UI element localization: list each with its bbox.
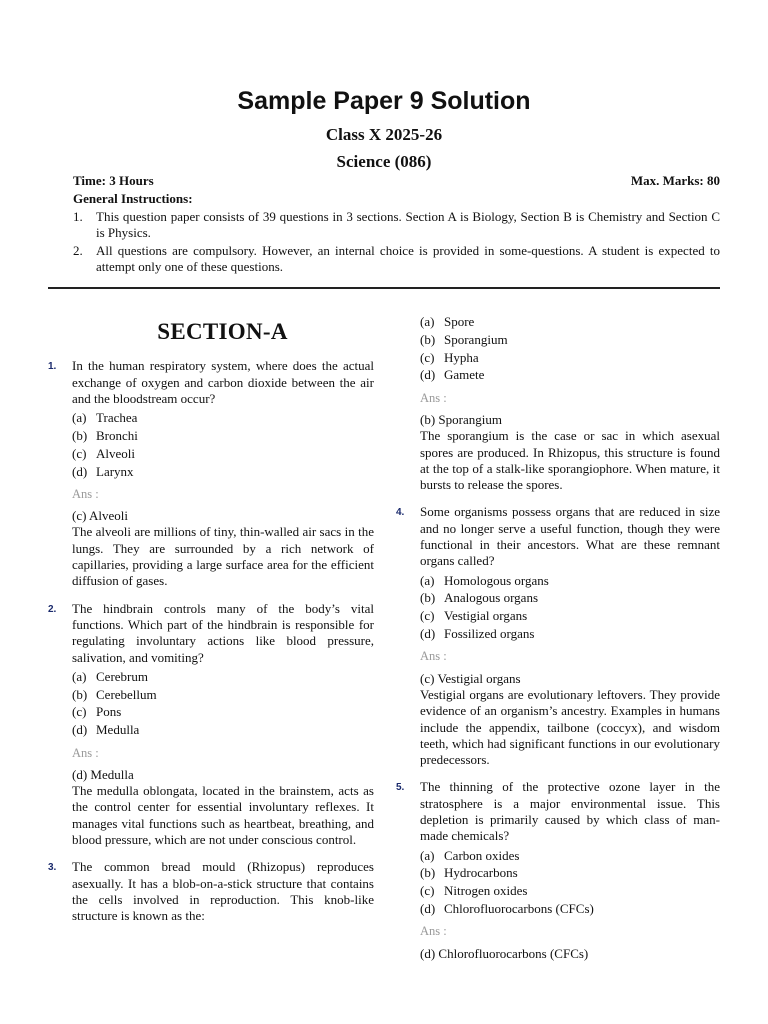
option: [48, 687, 374, 703]
answer-explanation: Vestigial organs are evolutionary leftovers. They provide evidence of an organism’s ancestry. Examples in humans include the appendix, tailbone (coccyx), and wisdom teeth, which had significant functions in our evolutionary predecessors.: [420, 686, 720, 768]
question-text: The thinning of the protective ozone layer in the stratosphere is a major environmental issue. This depletion is primarily caused by which class of man-made chemicals?: [420, 779, 720, 844]
question-block: [48, 859, 374, 924]
right-column: [396, 314, 720, 962]
option-label: (b): [72, 686, 88, 702]
option-text: Analogous organs: [444, 590, 539, 606]
option-label: (d): [72, 463, 88, 479]
question: [48, 601, 374, 666]
option: [48, 704, 374, 720]
general-instructions-heading: General Instructions:: [73, 191, 193, 206]
option-text: Homologous organs: [444, 572, 549, 588]
option-label: (c): [72, 445, 87, 461]
question-block: [396, 779, 720, 961]
option-label: (d): [72, 722, 88, 738]
header-divider: [48, 287, 720, 289]
question-block: [48, 358, 374, 589]
question-text: In the human respiratory system, where does the actual exchange of oxygen and carbon dioxide between the air and the bloodstream occur?: [72, 358, 374, 406]
instruction-item: [73, 243, 720, 275]
option-text: Alveoli: [96, 445, 135, 461]
option-text: Larynx: [96, 463, 134, 479]
option-label: (b): [420, 331, 436, 347]
answer-text: (b) Sporangium: [420, 411, 502, 427]
option: [396, 367, 720, 383]
option: [396, 314, 720, 330]
option-text: Carbon oxides: [444, 847, 520, 863]
answer-label: Ans :: [420, 924, 447, 939]
option: [48, 428, 374, 444]
option: [396, 883, 720, 899]
instruction-item: [73, 209, 720, 241]
answer-text: (c) Vestigial organs: [420, 670, 521, 686]
max-marks-label: Max. Marks: 80: [630, 173, 720, 188]
option: [396, 901, 720, 917]
subject-line: Science (086): [336, 152, 432, 171]
answer-text: (d) Medulla: [72, 766, 134, 782]
option-text: Sporangium: [444, 331, 508, 347]
class-line: Class X 2025-26: [325, 125, 443, 144]
answer-text: (c) Alveoli: [72, 508, 128, 524]
option-text: Nitrogen oxides: [444, 883, 528, 899]
question-number: 3.: [48, 862, 57, 874]
option-label: (d): [420, 626, 436, 642]
option-text: Fossilized organs: [444, 626, 535, 642]
answer-explanation: The sporangium is the case or sac in which asexual spores are produced. In Rhizopus, this structure is found at the top of a stalk-like sporangiophore. When mature, it bursts to release the spores.: [420, 428, 720, 493]
option-label: (b): [72, 427, 88, 443]
question-number: 2.: [48, 603, 57, 615]
question: [396, 779, 720, 844]
option-text: Cerebrum: [96, 668, 148, 684]
option-label: (a): [420, 572, 435, 588]
question-number: 5.: [396, 782, 405, 794]
option-label: (b): [420, 865, 436, 881]
question: [48, 859, 374, 924]
answer-explanation: The medulla oblongata, located in the brainstem, acts as the control center for essential involuntary reflexes. It manages vital functions such as heartbeat, breathing, and blood pressure, which are not under conscious control.: [72, 783, 374, 848]
option-text: Pons: [96, 704, 122, 720]
answer-explanation: The alveoli are millions of tiny, thin-walled air sacs in the lungs. They are surrounded by a rich network of capillaries, providing a large surface area for the efficient diffusion of gases.: [72, 524, 374, 589]
paper-title: Sample Paper 9 Solution: [237, 87, 531, 115]
option-label: (c): [420, 883, 435, 899]
option-label: (d): [420, 367, 436, 383]
question-text: The hindbrain controls many of the body’s vital functions. Which part of the hindbrain is responsible for regulating involuntary actions like blood pressure, salivation, and vomiting?: [72, 600, 374, 665]
left-column: [48, 316, 374, 928]
question: [396, 504, 720, 569]
option-text: Hydrocarbons: [444, 865, 518, 881]
option-text: Medulla: [96, 722, 140, 738]
question-block: [48, 601, 374, 849]
option: [48, 464, 374, 480]
question: [48, 358, 374, 407]
option-label: (b): [420, 590, 436, 606]
option: [396, 848, 720, 864]
question-number: 1.: [48, 361, 57, 373]
instruction-text: This question paper consists of 39 questions in 3 sections. Section A is Biology, Section B is Chemistry and Section C is Physics.: [96, 209, 720, 240]
option-label: (a): [72, 668, 87, 684]
option: [396, 626, 720, 642]
question-text: The common bread mould (Rhizopus) reproduces asexually. It has a blob-on-a-stick structure that contains the cells involved in reproduction. This knob-like structure is known as the:: [72, 859, 374, 924]
answer-label: Ans :: [72, 745, 99, 760]
option-label: (a): [420, 314, 435, 329]
option-text: Cerebellum: [96, 686, 157, 702]
option-label: (c): [420, 349, 435, 365]
option-text: Hypha: [444, 349, 479, 365]
option: [48, 669, 374, 685]
option-text: Bronchi: [96, 427, 138, 443]
answer-label: Ans :: [72, 486, 99, 501]
option-text: Chlorofluorocarbons (CFCs): [444, 901, 594, 916]
option-label: (d): [420, 901, 436, 916]
question-block-continued: [396, 314, 720, 493]
time-label: Time: 3 Hours: [73, 173, 154, 188]
option: [396, 332, 720, 348]
answer-label: Ans :: [420, 390, 447, 405]
option-label: (c): [420, 608, 435, 624]
question-block: [396, 504, 720, 768]
option-text: Gamete: [444, 367, 485, 383]
option-text: Trachea: [96, 410, 138, 426]
question-number: 4.: [396, 507, 405, 519]
exam-meta: [73, 173, 720, 189]
option-label: (a): [420, 847, 435, 863]
option-label: (c): [72, 704, 87, 720]
option: [396, 573, 720, 589]
option-text: Spore: [444, 314, 475, 329]
option: [396, 608, 720, 624]
option: [48, 446, 374, 462]
option: [48, 722, 374, 738]
section-heading: SECTION-A: [157, 319, 288, 344]
option-label: (a): [72, 410, 87, 426]
option: [396, 350, 720, 366]
instruction-number: 1.: [73, 209, 83, 224]
option-text: Vestigial organs: [444, 608, 528, 624]
answer-label: Ans :: [420, 649, 447, 664]
option: [396, 590, 720, 606]
instruction-text: All questions are compulsory. However, an internal choice is provided in some-questions. A student is expected to attempt only one of these questions.: [96, 243, 720, 274]
question-text: Some organisms possess organs that are reduced in size and no longer serve a useful function, though they were functional in their ancestors. What are these remnant organs called?: [420, 504, 720, 569]
instruction-number: 2.: [73, 243, 83, 258]
option: [396, 865, 720, 881]
option: [48, 410, 374, 426]
answer-text: (d) Chlorofluorocarbons (CFCs): [420, 945, 589, 961]
